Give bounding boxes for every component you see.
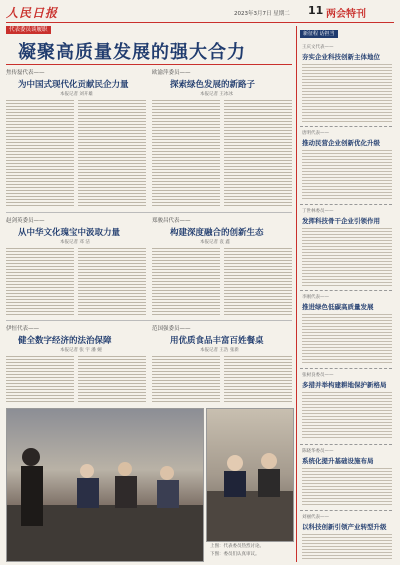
article-text (224, 354, 292, 402)
right-kicker: 王庆文代表—— (302, 45, 334, 50)
photo-caption: 下图：委员们认真审议。 (210, 552, 260, 557)
article-text (78, 246, 146, 316)
article-title: 用优质食品丰富百姓餐桌 (170, 336, 264, 346)
meeting-photo (206, 408, 294, 542)
article-text (78, 98, 146, 208)
right-kicker: 丁世林委员—— (302, 209, 334, 214)
right-divider (300, 290, 392, 291)
article-text (224, 98, 292, 208)
main-headline: 凝聚高质量发展的强大合力 (18, 42, 246, 63)
page-number: 11 (308, 4, 324, 17)
article-byline: 本报记者 邓 洁 (60, 240, 90, 245)
article-kicker: 伊恒代表—— (6, 326, 40, 332)
right-title: 以科技创新引领产业转型升级 (302, 523, 387, 531)
article-kicker: 焦传磊代表—— (6, 70, 45, 76)
right-text (302, 226, 392, 286)
right-text (302, 62, 392, 122)
section-tag: 代表委员谈履职 (6, 26, 51, 34)
article-text (6, 246, 74, 316)
right-title: 夯实企业科技创新主体地位 (302, 53, 380, 61)
right-kicker: 刘丽代表—— (302, 515, 329, 520)
article-text (224, 246, 292, 316)
row-divider (6, 212, 292, 213)
article-title: 为中国式现代化贡献民企力量 (18, 80, 129, 90)
right-text (302, 312, 392, 364)
right-title: 发挥科技骨干企业引领作用 (302, 217, 380, 225)
photo-caption: 上图：代表委员热烈讨论。 (210, 544, 264, 549)
article-byline: 本报记者 王冰冰 (200, 92, 233, 97)
article-title: 从中华文化瑰宝中汲取力量 (18, 228, 121, 238)
meeting-photo (6, 408, 204, 562)
article-byline: 本报记者 刘开雄 (60, 92, 93, 97)
article-kicker: 欧渝萍委员—— (152, 70, 191, 76)
right-kicker: 陈晓华委员—— (302, 449, 334, 454)
right-divider (300, 510, 392, 511)
right-title: 推进绿色低碳高质量发展 (302, 303, 374, 311)
article-text (6, 98, 74, 208)
right-text (302, 532, 392, 560)
article-text (152, 354, 220, 402)
dateline: 2023年3月7日 星期二 (234, 11, 290, 17)
article-text (6, 354, 74, 402)
article-text (152, 246, 220, 316)
article-title: 探索绿色发展的新路子 (170, 80, 256, 90)
right-kicker: 李刚代表—— (302, 295, 329, 300)
right-text (302, 390, 392, 440)
article-byline: 本报记者 王浩 张新 (200, 348, 239, 353)
article-text (78, 354, 146, 402)
headline-divider (6, 64, 292, 65)
right-section-tag: 新征程 话担当 (300, 30, 338, 38)
section-title: 两会特刊 (326, 9, 366, 20)
row-divider (6, 320, 292, 321)
right-divider (300, 204, 392, 205)
masthead (6, 4, 394, 23)
article-kicker: 范国强委员—— (152, 326, 191, 332)
right-title: 系统化提升基础设施布局 (302, 457, 374, 465)
right-divider (300, 368, 392, 369)
article-text (152, 98, 220, 208)
article-title: 构建深度融合的创新生态 (170, 228, 264, 238)
article-byline: 本报记者 张 宇 潘 婉 (60, 348, 102, 353)
right-text (302, 466, 392, 506)
newspaper-logo: 人民日报 (6, 6, 59, 20)
article-byline: 本报记者 袁 鑫 (200, 240, 230, 245)
article-kicker: 郑骏昌代表—— (152, 218, 191, 224)
article-title: 健全数字经济的法治保障 (18, 336, 112, 346)
right-divider (300, 126, 392, 127)
right-kicker: 唐明代表—— (302, 131, 329, 136)
right-text (302, 148, 392, 200)
article-kicker: 赵剑英委员—— (6, 218, 45, 224)
right-divider (300, 444, 392, 445)
right-title: 多措并举构建耕地保护新格局 (302, 381, 387, 389)
right-title: 推动民营企业创新优化升级 (302, 139, 380, 147)
right-kicker: 张树良委员—— (302, 373, 334, 378)
